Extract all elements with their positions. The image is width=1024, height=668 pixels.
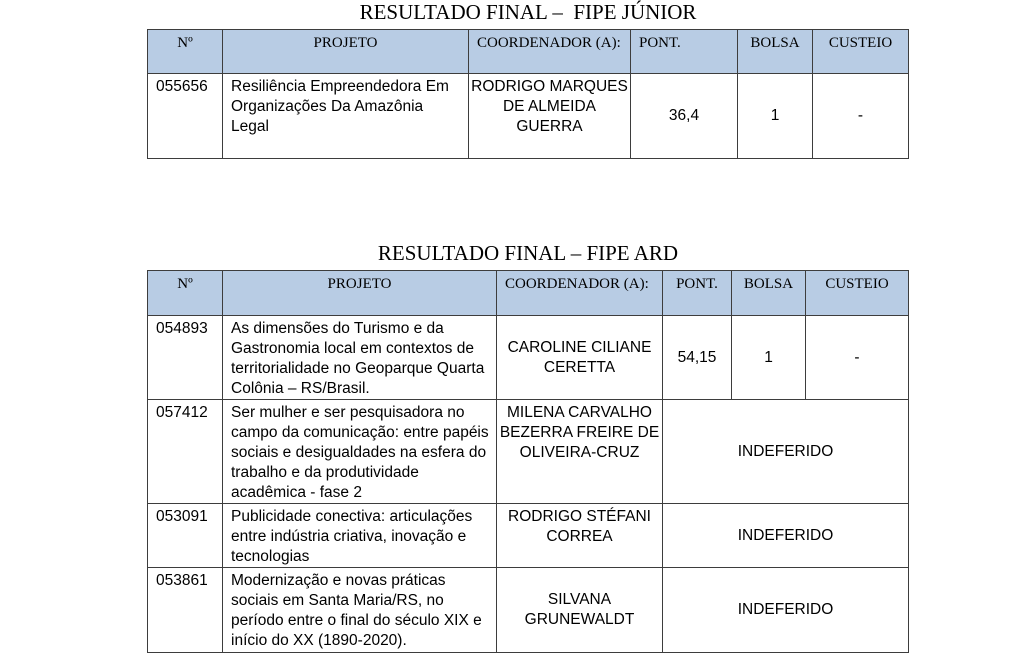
header-pont: PONT.: [663, 271, 732, 316]
header-coordenador: COORDENADOR (A):: [497, 271, 663, 316]
fipe-junior-table: [147, 29, 909, 159]
cell-custeio: -: [813, 74, 909, 159]
cell-num: 057412: [148, 400, 223, 504]
header-projeto: PROJETO: [223, 30, 469, 74]
header-projeto: PROJETO: [223, 271, 497, 316]
cell-coordenador: RODRIGO STÉFANI CORREA: [497, 504, 663, 568]
fipe-junior-title: RESULTADO FINAL – FIPE JÚNIOR: [359, 0, 697, 24]
table-row: [148, 504, 909, 568]
cell-projeto: Publicidade conectiva: articulações entre indústria criativa, inovação e tecnologias: [223, 504, 497, 568]
cell-bolsa: 1: [738, 74, 813, 159]
cell-num: 053091: [148, 504, 223, 568]
cell-bolsa: 1: [732, 316, 806, 400]
header-bolsa: BOLSA: [738, 30, 813, 74]
table-row: [148, 316, 909, 400]
cell-projeto: Resiliência Empreendedora Em Organizações Da Amazônia Legal: [223, 74, 469, 159]
cell-projeto: As dimensões do Turismo e da Gastronomia local em contextos de territorialidade no Geoparque Quarta Colônia – RS/Brasil.: [223, 316, 497, 400]
cell-coordenador: RODRIGO MARQUES DE ALMEIDA GUERRA: [469, 74, 631, 159]
cell-coordenador: CAROLINE CILIANE CERETTA: [497, 316, 663, 400]
cell-projeto: Modernização e novas práticas sociais em Santa Maria/RS, no período entre o final do século XIX e início do XX (1890-2020).: [223, 568, 497, 653]
header-custeio: CUSTEIO: [813, 30, 909, 74]
header-num: Nº: [148, 271, 223, 316]
header-coordenador: COORDENADOR (A):: [469, 30, 631, 74]
header-num: Nº: [148, 30, 223, 74]
cell-custeio: -: [806, 316, 909, 400]
header-bolsa: BOLSA: [732, 271, 806, 316]
table-row: [148, 74, 909, 159]
table-row: [148, 400, 909, 504]
cell-num: 055656: [148, 74, 223, 159]
cell-coordenador: SILVANA GRUNEWALDT: [497, 568, 663, 653]
table-row: [148, 568, 909, 653]
cell-status: INDEFERIDO: [663, 568, 909, 653]
fipe-ard-table: [147, 270, 909, 653]
cell-coordenador: MILENA CARVALHO BEZERRA FREIRE DE OLIVEIRA-CRUZ: [497, 400, 663, 504]
header-pont: PONT.: [631, 30, 738, 74]
header-custeio: CUSTEIO: [806, 271, 909, 316]
cell-pont: 54,15: [663, 316, 732, 400]
fipe-ard-title: RESULTADO FINAL – FIPE ARD: [377, 241, 679, 265]
cell-status: INDEFERIDO: [663, 504, 909, 568]
cell-status: INDEFERIDO: [663, 400, 909, 504]
cell-projeto: Ser mulher e ser pesquisadora no campo da comunicação: entre papéis sociais e desigualdades na esfera do trabalho e da produtividade acadêmica - fase 2: [223, 400, 497, 504]
cell-num: 053861: [148, 568, 223, 653]
cell-num: 054893: [148, 316, 223, 400]
table-header-row: [148, 271, 909, 316]
table-header-row: [148, 30, 909, 74]
cell-pont: 36,4: [631, 74, 738, 159]
